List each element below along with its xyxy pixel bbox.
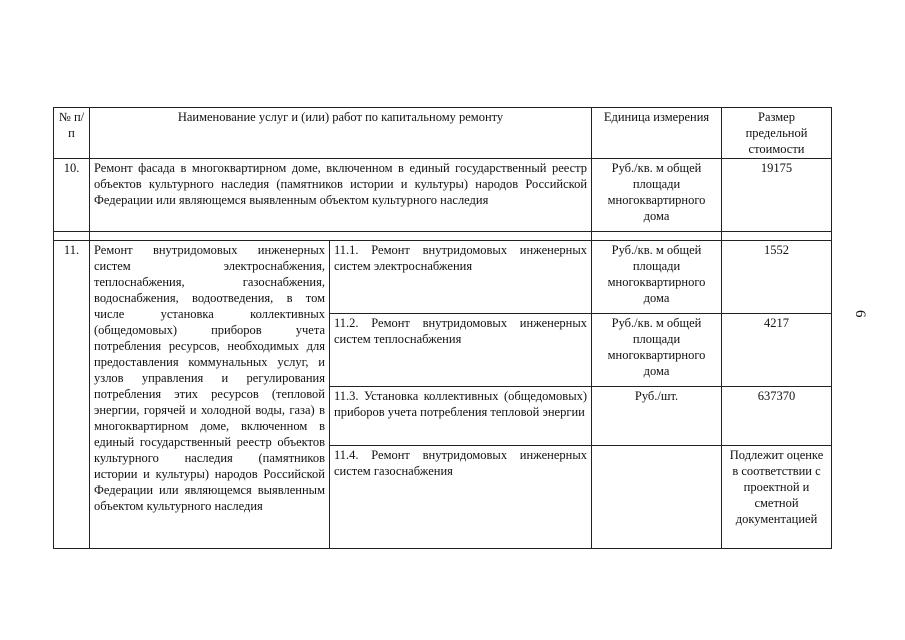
row-size: 19175 [722,159,832,232]
sub-unit [592,446,722,549]
table-header-row [54,108,832,159]
header-unit: Единица измерения [592,108,722,159]
sub-name: 11.1. Ремонт внутридомовых инженерных систем электроснабжения [330,241,592,314]
row-gap [54,232,832,241]
sub-name: 11.4. Ремонт внутридомовых инженерных систем газоснабжения [330,446,592,549]
row-unit: Руб./кв. м общей площади многоквартирного дома [592,159,722,232]
sub-size: 637370 [722,387,832,446]
page-number: 6 [852,310,868,318]
services-table [53,107,832,549]
sub-name: 11.2. Ремонт внутридомовых инженерных систем теплоснабжения [330,314,592,387]
sub-name: 11.3. Установка коллективных (общедомовых) приборов учета потребления тепловой энергии [330,387,592,446]
header-num: № п/п [54,108,90,159]
table-row [54,241,832,314]
sub-size: 1552 [722,241,832,314]
sub-size: 4217 [722,314,832,387]
table-row [54,159,832,232]
sub-unit: Руб./кв. м общей площади многоквартирного дома [592,314,722,387]
sub-size: Подлежит оценке в соответствии с проектной и сметной документацией [722,446,832,549]
group-name: Ремонт внутридомовых инженерных систем электроснабжения, теплоснабжения, газоснабжения, водоснабжения, водоотведения, в том числе установка коллективных (общедомовых) приборов учета потребления ресурсов, необходимых для предоставления коммунальных услуг, и узлов управления и регулирования потребления этих ресурсов (тепловой энергии, горячей и холодной воды, газа) в многоквартирном доме, включенном в единый государственный реестр объектов культурного наследия (памятников истории и культуры) народов Российской Федерации или являющемся выявленным объектом культурного наследия [90,241,330,549]
header-name: Наименование услуг и (или) работ по капитальному ремонту [90,108,592,159]
group-num: 11. [54,241,90,549]
header-size: Размер предельной стоимости [722,108,832,159]
row-name: Ремонт фасада в многоквартирном доме, включенном в единый государственный реестр объектов культурного наследия (памятников истории и культуры) народов Российской Федерации или являющемся выявленным объектом культурного наследия [90,159,592,232]
row-num: 10. [54,159,90,232]
sub-unit: Руб./шт. [592,387,722,446]
sub-unit: Руб./кв. м общей площади многоквартирного дома [592,241,722,314]
